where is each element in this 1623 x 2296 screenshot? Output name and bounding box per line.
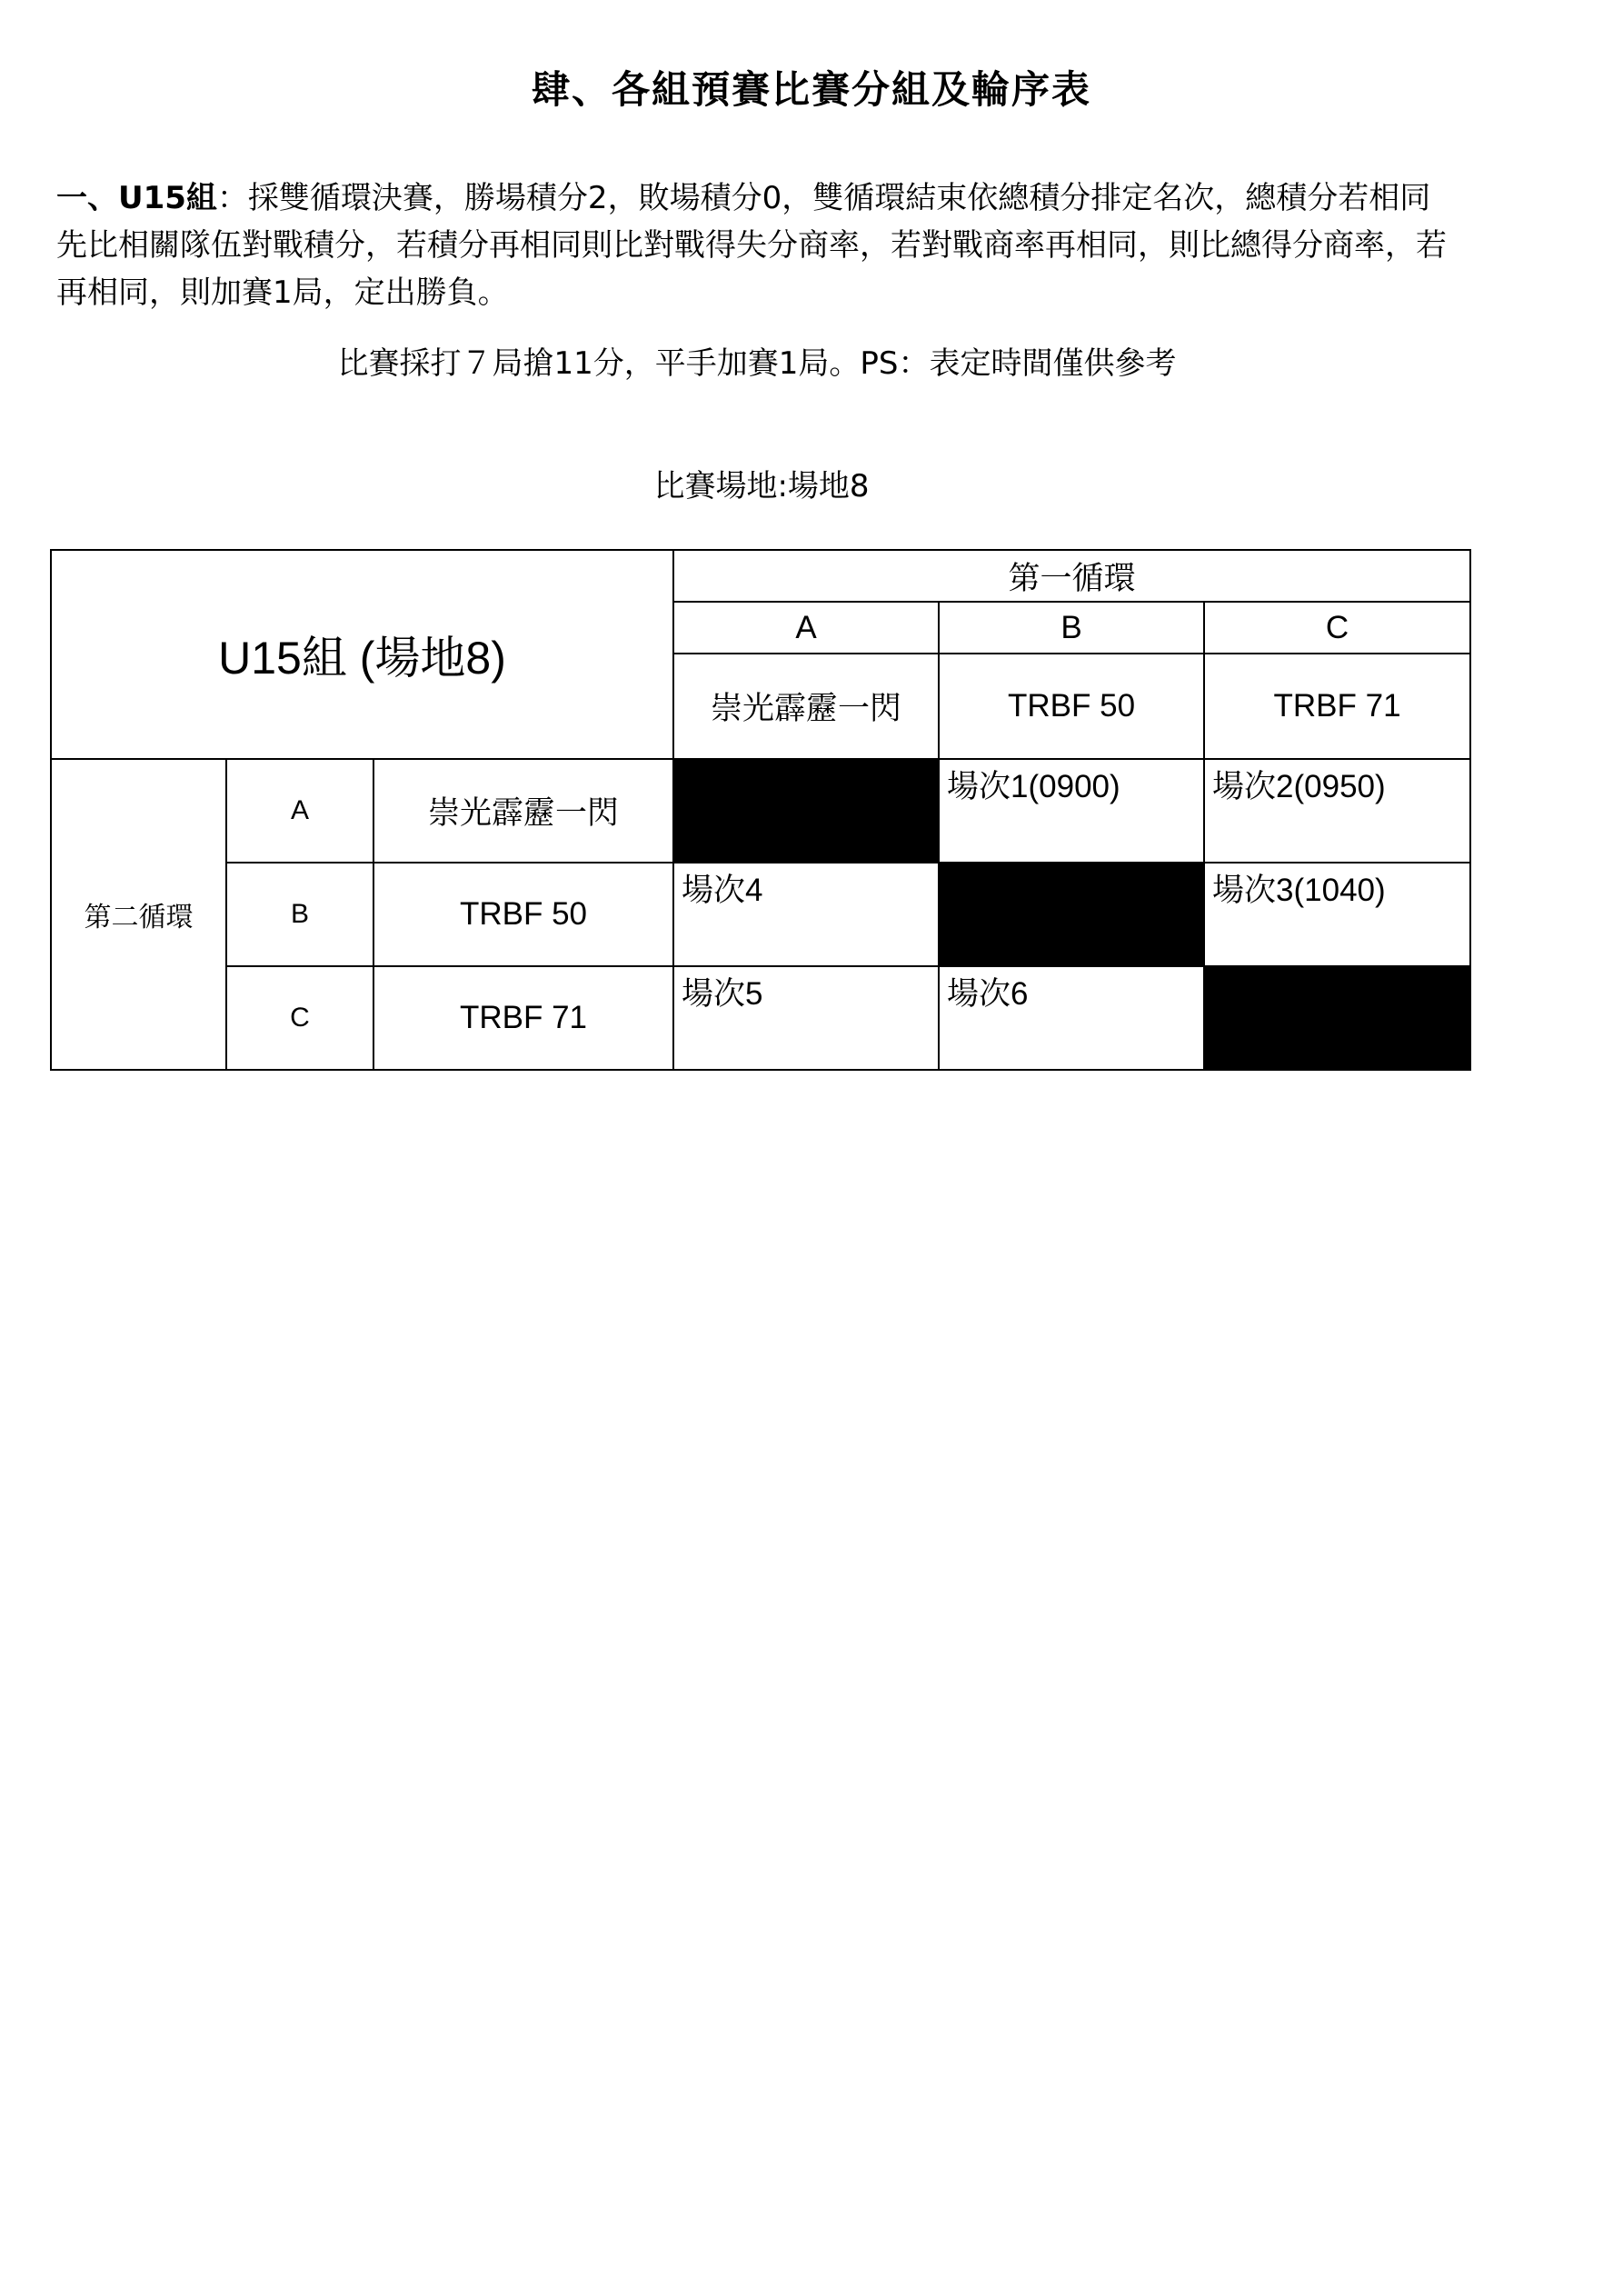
- round-robin-table: [50, 549, 1471, 1071]
- second-round-header: 第二循環: [51, 759, 226, 1070]
- match-format-note: 比賽採打７局搶11分，平手加賽1局。PS：表定時間僅供參考: [337, 345, 1177, 382]
- first-round-header: 第一循環: [673, 550, 1470, 602]
- group-title: U15組 (場地8): [51, 550, 673, 759]
- rules-paragraph: [56, 175, 1456, 316]
- column-letter: B: [939, 602, 1204, 654]
- match-cell: 場次3(1040): [1204, 863, 1470, 966]
- column-team: TRBF 71: [1204, 654, 1470, 759]
- match-cell: 場次6: [939, 966, 1204, 1070]
- match-cell: 場次4: [673, 863, 939, 966]
- rules-text: ：採雙循環決賽，勝場積分2，敗場積分0，雙循環結束依總積分排定名次，總積分若相同先比相關隊伍對戰積分，若積分再相同則比對戰得失分商率，若對戰商率再相同，則比總得分商率，若再相同，則加賽1局，定出勝負。: [56, 180, 1447, 311]
- column-team: 崇光霹靂一閃: [673, 654, 939, 759]
- venue-label: 比賽場地:場地8: [653, 468, 870, 504]
- match-cell: 場次1(0900): [939, 759, 1204, 863]
- row-letter: B: [226, 863, 373, 966]
- blocked-cell: [939, 863, 1204, 966]
- column-letter: C: [1204, 602, 1470, 654]
- row-letter: C: [226, 966, 373, 1070]
- rules-prefix: 一、U15組: [56, 180, 217, 216]
- blocked-cell: [673, 759, 939, 863]
- column-team: TRBF 50: [939, 654, 1204, 759]
- row-team: TRBF 71: [373, 966, 673, 1070]
- match-cell: 場次5: [673, 966, 939, 1070]
- page-title: 肆、各組預賽比賽分組及輪序表: [531, 67, 1091, 112]
- match-cell: 場次2(0950): [1204, 759, 1470, 863]
- row-letter: A: [226, 759, 373, 863]
- row-team: 崇光霹靂一閃: [373, 759, 673, 863]
- column-letter: A: [673, 602, 939, 654]
- blocked-cell: [1204, 966, 1470, 1070]
- row-team: TRBF 50: [373, 863, 673, 966]
